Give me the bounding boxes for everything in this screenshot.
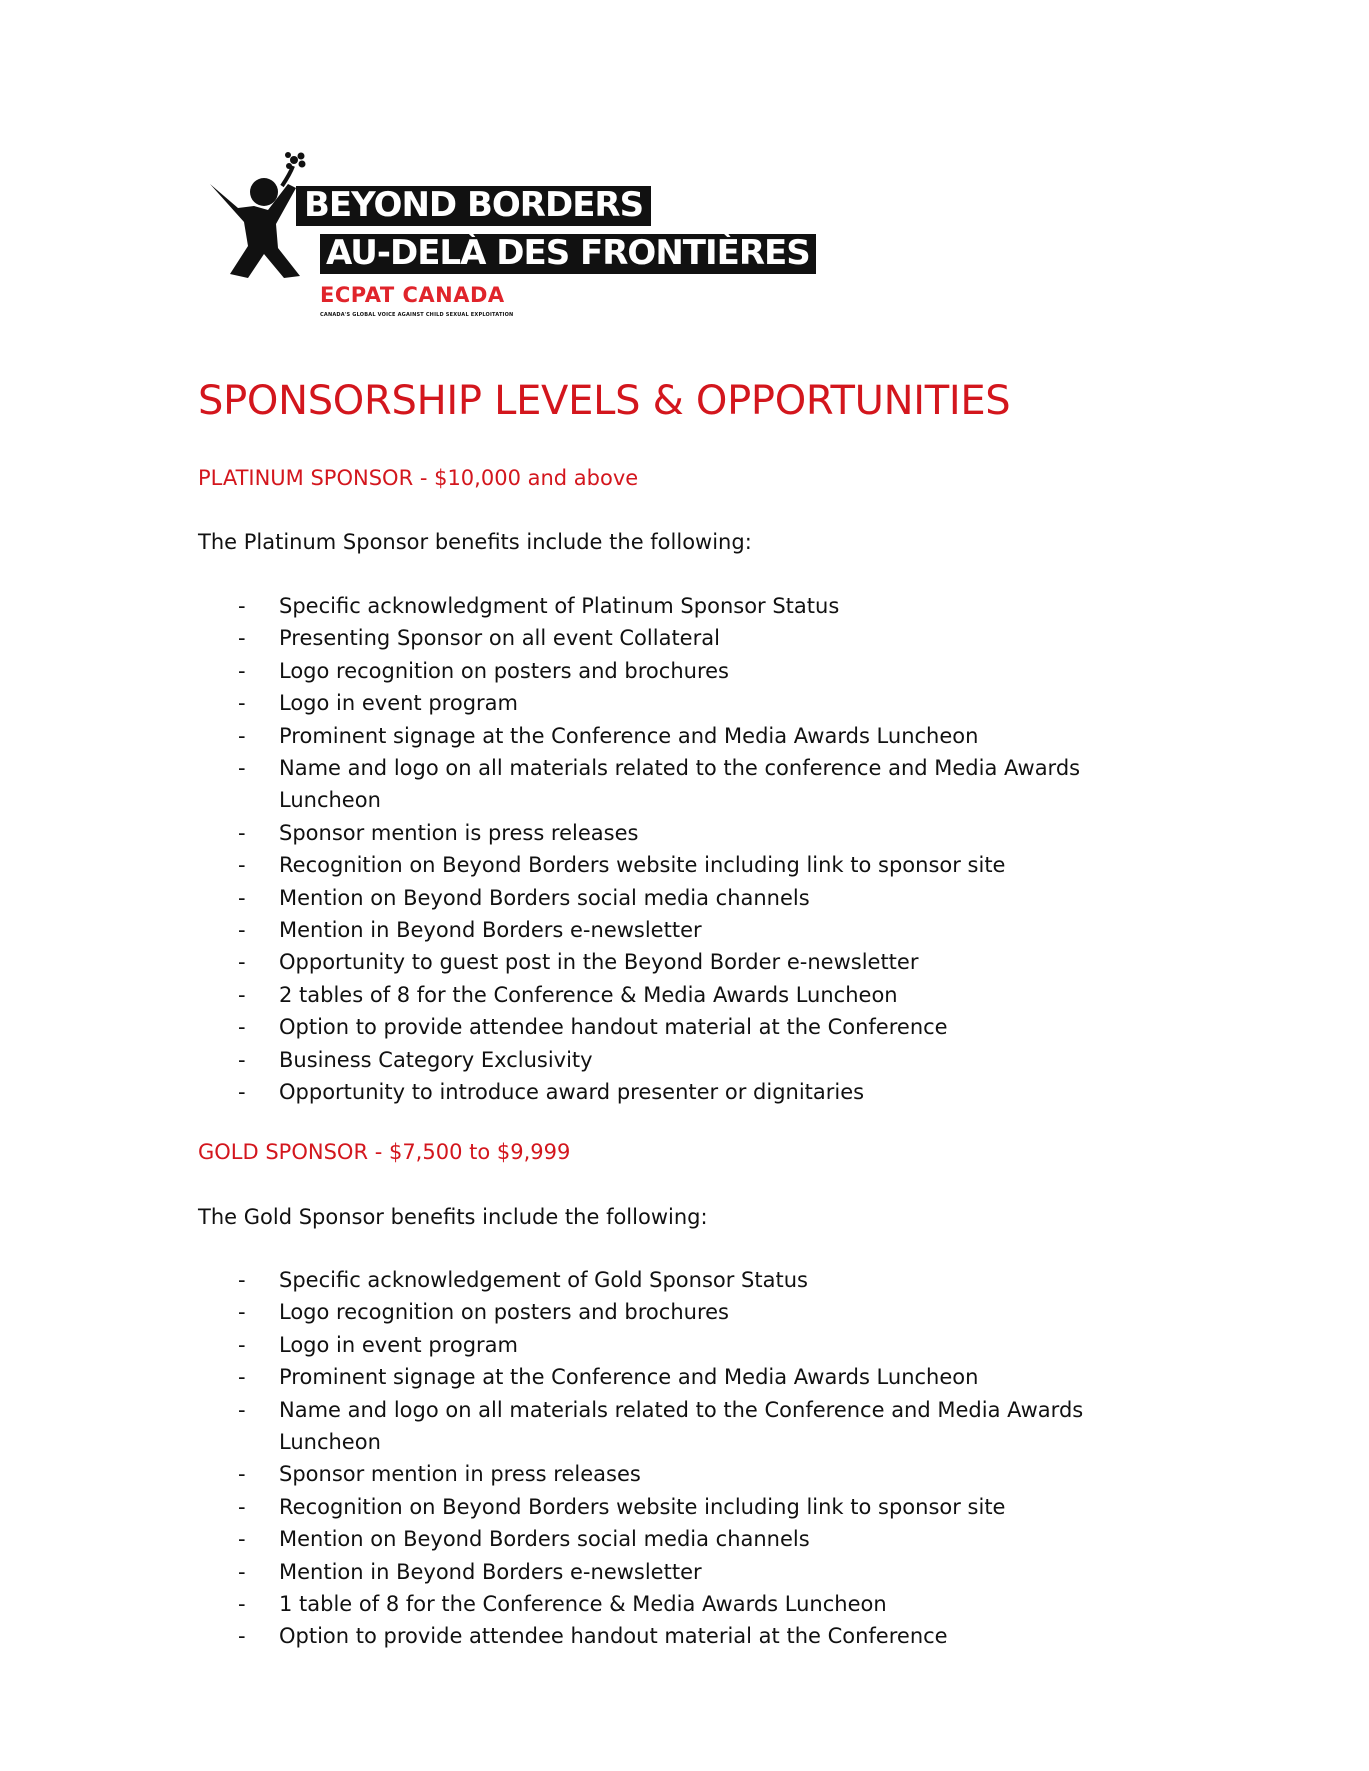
benefit-text: Prominent signage at the Conference and Media Awards Luncheon [279,723,979,748]
bullet-dash: - [238,1300,246,1325]
benefit-item [0,849,1369,881]
benefit-item [0,1296,1369,1328]
benefit-text: Specific acknowledgement of Gold Sponsor Status [279,1268,808,1292]
page-title: SPONSORSHIP LEVELS & OPPORTUNITIES [198,378,1011,424]
gold-heading: GOLD SPONSOR - $7,500 to $9,999 [198,1140,571,1164]
benefit-text: Opportunity to introduce award presenter or dignitaries [279,1080,865,1105]
benefit-text: Option to provide attendee handout material at the Conference [279,1624,948,1649]
bullet-dash: - [238,691,246,716]
benefit-item [0,1264,1369,1296]
benefit-item [0,1523,1369,1555]
bullet-dash: - [238,1592,246,1617]
benefit-item [0,687,1369,719]
benefit-text: Logo in event program [279,1332,518,1357]
benefit-text: Name and logo on all materials related to the Conference and Media Awards Luncheon [279,1397,1084,1455]
benefit-item [0,1620,1369,1652]
bullet-dash: - [238,853,246,878]
benefit-text: 2 tables of 8 for the Conference & Media Awards Luncheon [279,982,898,1007]
benefit-item [0,1361,1369,1393]
benefit-text: Mention on Beyond Borders social media channels [279,1527,810,1552]
benefit-text: Logo in event program [279,691,518,716]
bullet-dash: - [238,1268,246,1292]
bullet-dash: - [238,1397,246,1422]
benefit-text: Prominent signage at the Conference and Media Awards Luncheon [279,1365,979,1390]
benefit-item [0,590,1369,622]
benefit-text: Logo recognition on posters and brochures [279,658,729,683]
bullet-dash: - [238,918,246,943]
benefit-item [0,1076,1369,1108]
benefit-item [0,979,1369,1011]
benefit-item [0,655,1369,687]
benefit-text: Logo recognition on posters and brochures [279,1300,729,1325]
bullet-dash: - [238,820,246,845]
bullet-dash: - [238,1047,246,1072]
bullet-dash: - [238,1494,246,1519]
bullet-dash: - [238,594,246,618]
benefit-item [0,946,1369,978]
benefit-text: Mention in Beyond Borders e-newsletter [279,918,702,943]
benefit-item [0,1394,1369,1459]
benefit-item [0,752,1369,817]
bullet-dash: - [238,723,246,748]
benefit-text: 1 table of 8 for the Conference & Media Awards Luncheon [279,1592,887,1617]
benefit-item [0,817,1369,849]
benefit-item [0,720,1369,752]
platinum-intro: The Platinum Sponsor benefits include the following: [198,530,752,554]
benefit-text: Option to provide attendee handout material at the Conference [279,1015,948,1040]
platinum-heading: PLATINUM SPONSOR - $10,000 and above [198,466,639,490]
benefit-text: Business Category Exclusivity [279,1047,593,1072]
benefit-text: Sponsor mention is press releases [279,820,639,845]
logo-org-name: ECPAT CANADA [320,283,505,307]
benefit-item [0,622,1369,654]
bullet-dash: - [238,658,246,683]
benefit-item [0,1044,1369,1076]
bullet-dash: - [238,1559,246,1584]
bullet-dash: - [238,1365,246,1390]
bullet-dash: - [238,756,246,781]
benefit-text: Name and logo on all materials related to the conference and Media Awards Luncheon [279,756,1081,813]
benefit-text: Mention in Beyond Borders e-newsletter [279,1559,702,1584]
benefit-text: Sponsor mention in press releases [279,1462,641,1487]
benefit-text: Opportunity to guest post in the Beyond Border e-newsletter [279,950,919,975]
logo-line-english: BEYOND BORDERS [296,186,651,226]
benefit-item [0,1556,1369,1588]
bullet-dash: - [238,1015,246,1040]
benefit-text: Presenting Sponsor on all event Collateral [279,626,720,651]
bullet-dash: - [238,626,246,651]
bullet-dash: - [238,1527,246,1552]
benefit-text: Mention on Beyond Borders social media channels [279,885,810,910]
logo-line-french: AU-DELÀ DES FRONTIÈRES [320,234,816,274]
benefit-text: Recognition on Beyond Borders website including link to sponsor site [279,1494,1006,1519]
benefit-item [0,1491,1369,1523]
benefit-item [0,1588,1369,1620]
gold-benefits-list [0,1264,1369,1653]
bullet-dash: - [238,1080,246,1105]
benefit-text: Specific acknowledgment of Platinum Sponsor Status [279,594,840,618]
bullet-dash: - [238,982,246,1007]
bullet-dash: - [238,1332,246,1357]
benefit-item [0,882,1369,914]
gold-intro: The Gold Sponsor benefits include the following: [198,1205,708,1229]
benefit-item [0,1458,1369,1490]
beyond-borders-logo [208,150,810,325]
platinum-benefits-list [0,590,1369,1109]
benefit-item [0,1011,1369,1043]
bullet-dash: - [238,950,246,975]
bullet-dash: - [238,1462,246,1487]
benefit-text: Recognition on Beyond Borders website including link to sponsor site [279,853,1006,878]
bullet-dash: - [238,1624,246,1649]
bullet-dash: - [238,885,246,910]
logo-tagline: CANADA'S GLOBAL VOICE AGAINST CHILD SEXUAL EXPLOITATION [320,312,514,318]
benefit-item [0,1329,1369,1361]
benefit-item [0,914,1369,946]
